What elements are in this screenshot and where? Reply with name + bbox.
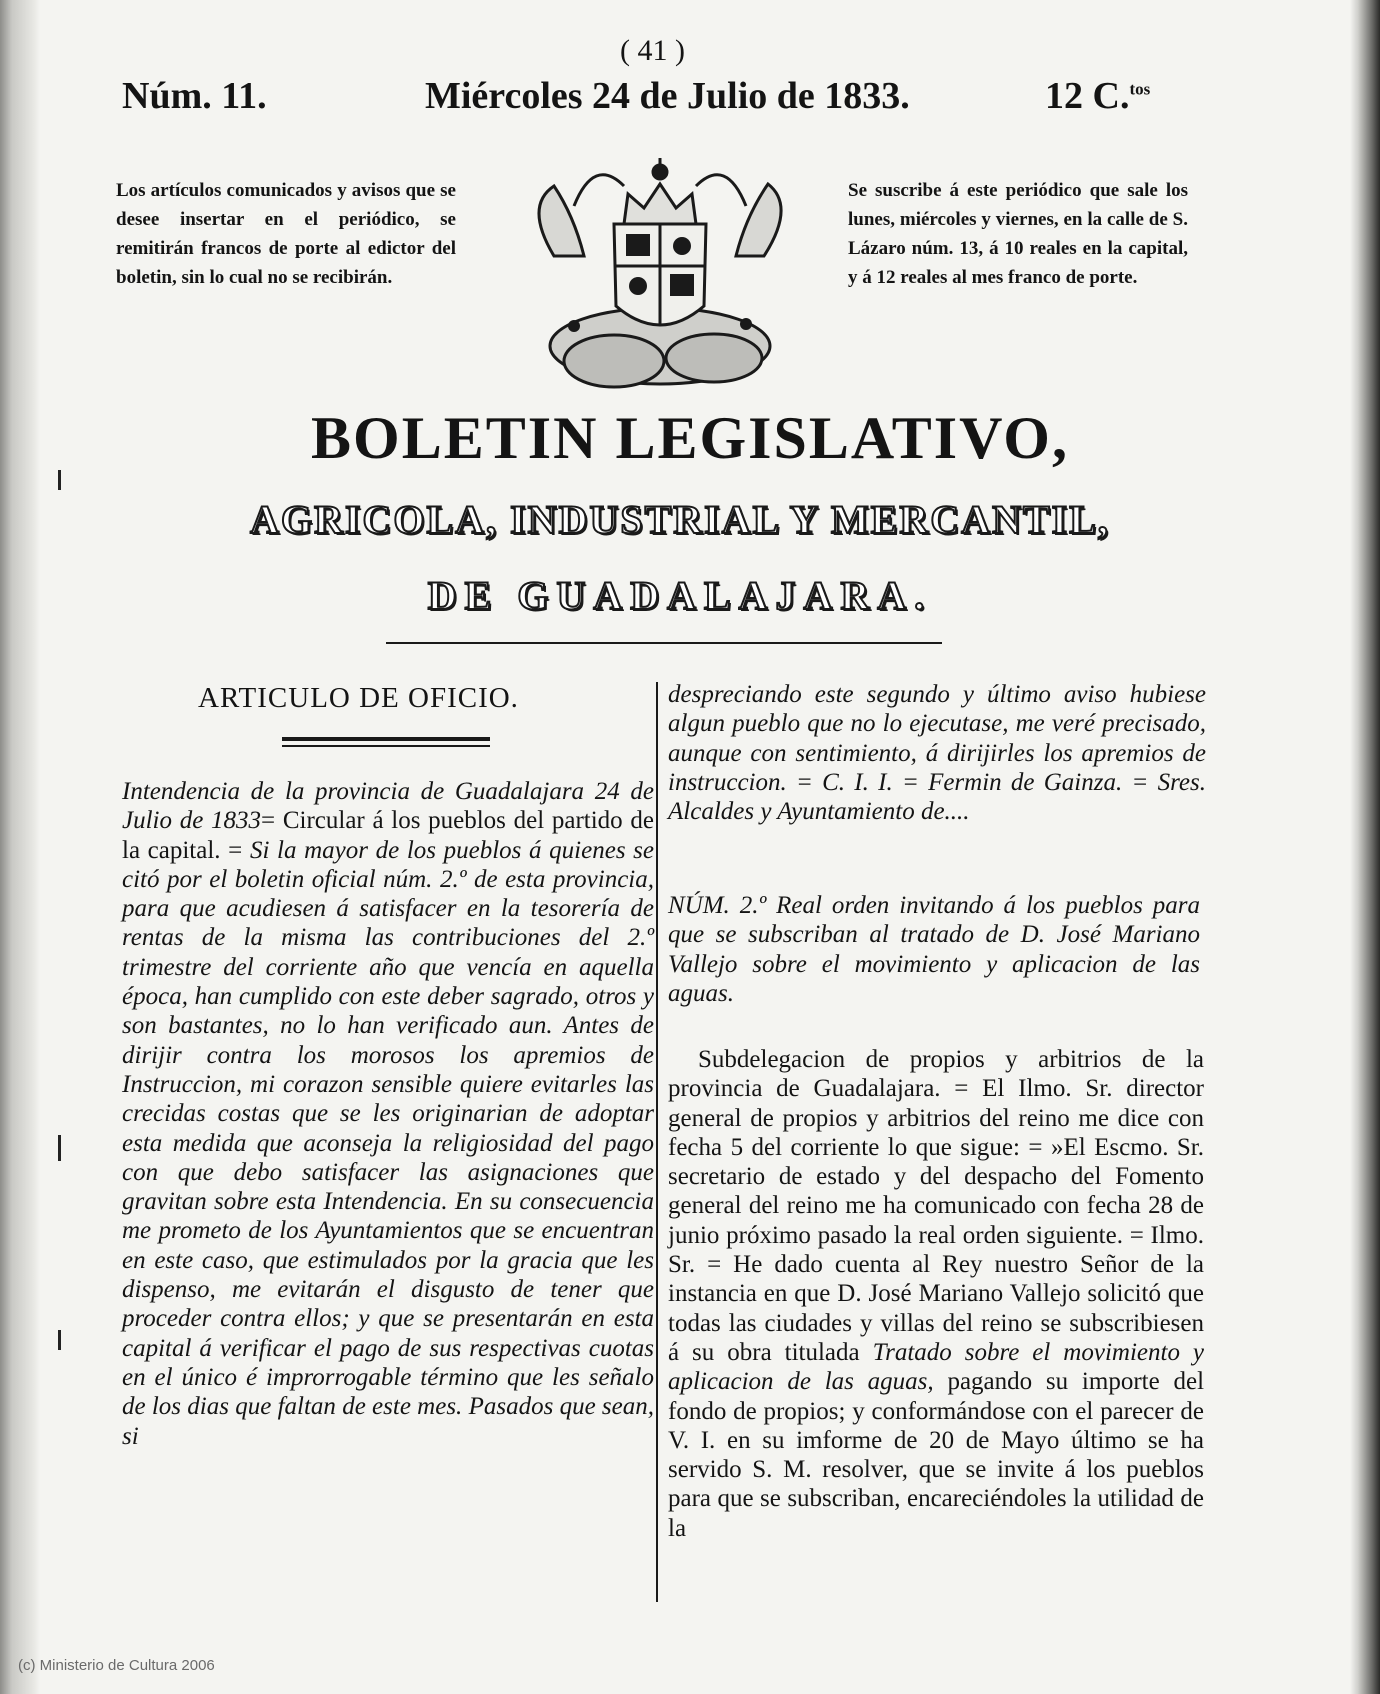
issue-number: Núm. 11. <box>122 75 267 117</box>
margin-mark <box>58 1135 61 1161</box>
binding-shadow-left <box>0 0 40 1694</box>
right-column-continuation: despreciando este segundo y último aviso hubiese algun pueblo que no lo ejecutase, me veré precisado, aunque con sentimiento, á dirijirles los apremios de instruccion. = C. I. I. = Fermin de Gainza. = Sres. Alcaldes y Ayuntamiento de.... <box>668 681 1206 826</box>
circular-body: Si la mayor de los pueblos á quienes se citó por el boletin oficial núm. 2.º de esta provincia, para que acudiesen á satisfacer en la tesorería de rentas de la misma las contribuciones del 2.º trimestre del corriente año que vencía en aquella época, han cumplido con este deber sagrado, otros y son bastantes, no lo han verificado aun. Antes de dirijir contra los morosos los apremios de Instruccion, mi corazon sensible quiere evitarles las crecidas costas que se les originarian de adoptar esta medida que aconseja la religiosidad del pago con que debo satisfacer las asignaciones que gravitan sobre esta Intendencia. En su consecuencia me prometo de los Ayuntamientos que se encuentran en este caso, que estimulados por la gracia que les dispenso, me evitarán el disgusto de tener que proceder contra ellos; y que se presentarán en esta capital á verificar el pago de sus respectivas cuotas en el único é improrrogable término que les señalo de los dias que faltan de este mes. Pasados que sean, si <box>122 836 654 1450</box>
copyright-watermark: (c) Ministerio de Cultura 2006 <box>18 1657 215 1674</box>
treatise-title: Tratado sobre el movimiento y aplicacion de las aguas, <box>668 1338 1204 1396</box>
page-edge-right <box>1350 0 1380 1694</box>
margin-mark <box>58 1330 61 1350</box>
circular-subtitle: = Circular á los pueblos del partido de la capital. = <box>122 807 654 864</box>
price-value: 12 C. <box>1045 75 1130 117</box>
issue-price <box>1045 74 1150 118</box>
masthead-subtitle: AGRICOLA, INDUSTRIAL Y MERCANTIL, <box>250 497 1110 542</box>
article-heading: ARTICULO DE OFICIO. <box>198 682 519 714</box>
left-column <box>122 777 654 1451</box>
heading-rule-bottom <box>282 745 490 747</box>
price-suffix: tos <box>1129 79 1151 99</box>
masthead-divider <box>386 642 942 644</box>
issue-date: Miércoles 24 de Julio de 1833. <box>425 75 910 117</box>
subdelegacion-text-cont: pagando su importe del fondo de propios; y conformándose con el parecer de V. I. en su imforme de 20 de Mayo último se ha servido S. M. resolver, que se invite á los pueblos para que se subscriban, encareciéndoles la utilidad de la <box>668 1368 1205 1542</box>
masthead-title: BOLETIN LEGISLATIVO, <box>311 405 1069 471</box>
heading-rule-top <box>282 737 490 741</box>
circular-paragraph <box>122 777 654 1451</box>
column-separator <box>656 682 658 1602</box>
notice-submissions: Los artículos comunicados y avisos que se desee insertar en el periódico, se remitirán francos de porte al edictor del boletin, sin lo cual no se recibirán. <box>116 180 456 288</box>
page-number: ( 41 ) <box>620 34 685 67</box>
right-column-body <box>668 1045 1204 1543</box>
royal-order-title: Real orden invitando á los pueblos para que se subscriban al tratado de D. José Mariano Vallejo sobre el movimiento y aplicacion de las aguas. <box>668 892 1200 1007</box>
margin-mark <box>58 470 61 490</box>
subdelegacion-text: Subdelegacion de propios y arbitrios de la provincia de Guadalajara. = El Ilmo. Sr. director general de propios y arbitrios del reino me dice con fecha 5 del corriente lo que sigue: = »El Escmo. Sr. secretario de estado y del despacho del Fomento general del reino me ha comunicado con fecha 28 de junio próximo pasado la real orden siguiente. = Ilmo. Sr. = He dado cuenta al Rey nuestro Señor de la instancia en que D. José Mariano Vallejo solicitó que todas las ciudades y villas del reino se subscribiesen á su obra titulada <box>668 1046 1204 1366</box>
notice-subscription: Se suscribe á este periódico que sale los lunes, miércoles y viernes, en la calle de S. Lázaro núm. 13, á 10 reales en la capital, y á 12 reales al mes franco de porte. <box>848 180 1188 288</box>
masthead-city: DE GUADALAJARA. <box>427 573 933 618</box>
royal-order-heading <box>668 891 1200 1008</box>
royal-coat-of-arms-emblem <box>514 146 806 396</box>
circular-heading: Intendencia de la provincia de Guadalajara 24 de Julio de 1833 <box>122 778 654 835</box>
royal-order-number: NÚM. 2.º <box>668 892 767 919</box>
subdelegacion-paragraph <box>668 1045 1204 1543</box>
